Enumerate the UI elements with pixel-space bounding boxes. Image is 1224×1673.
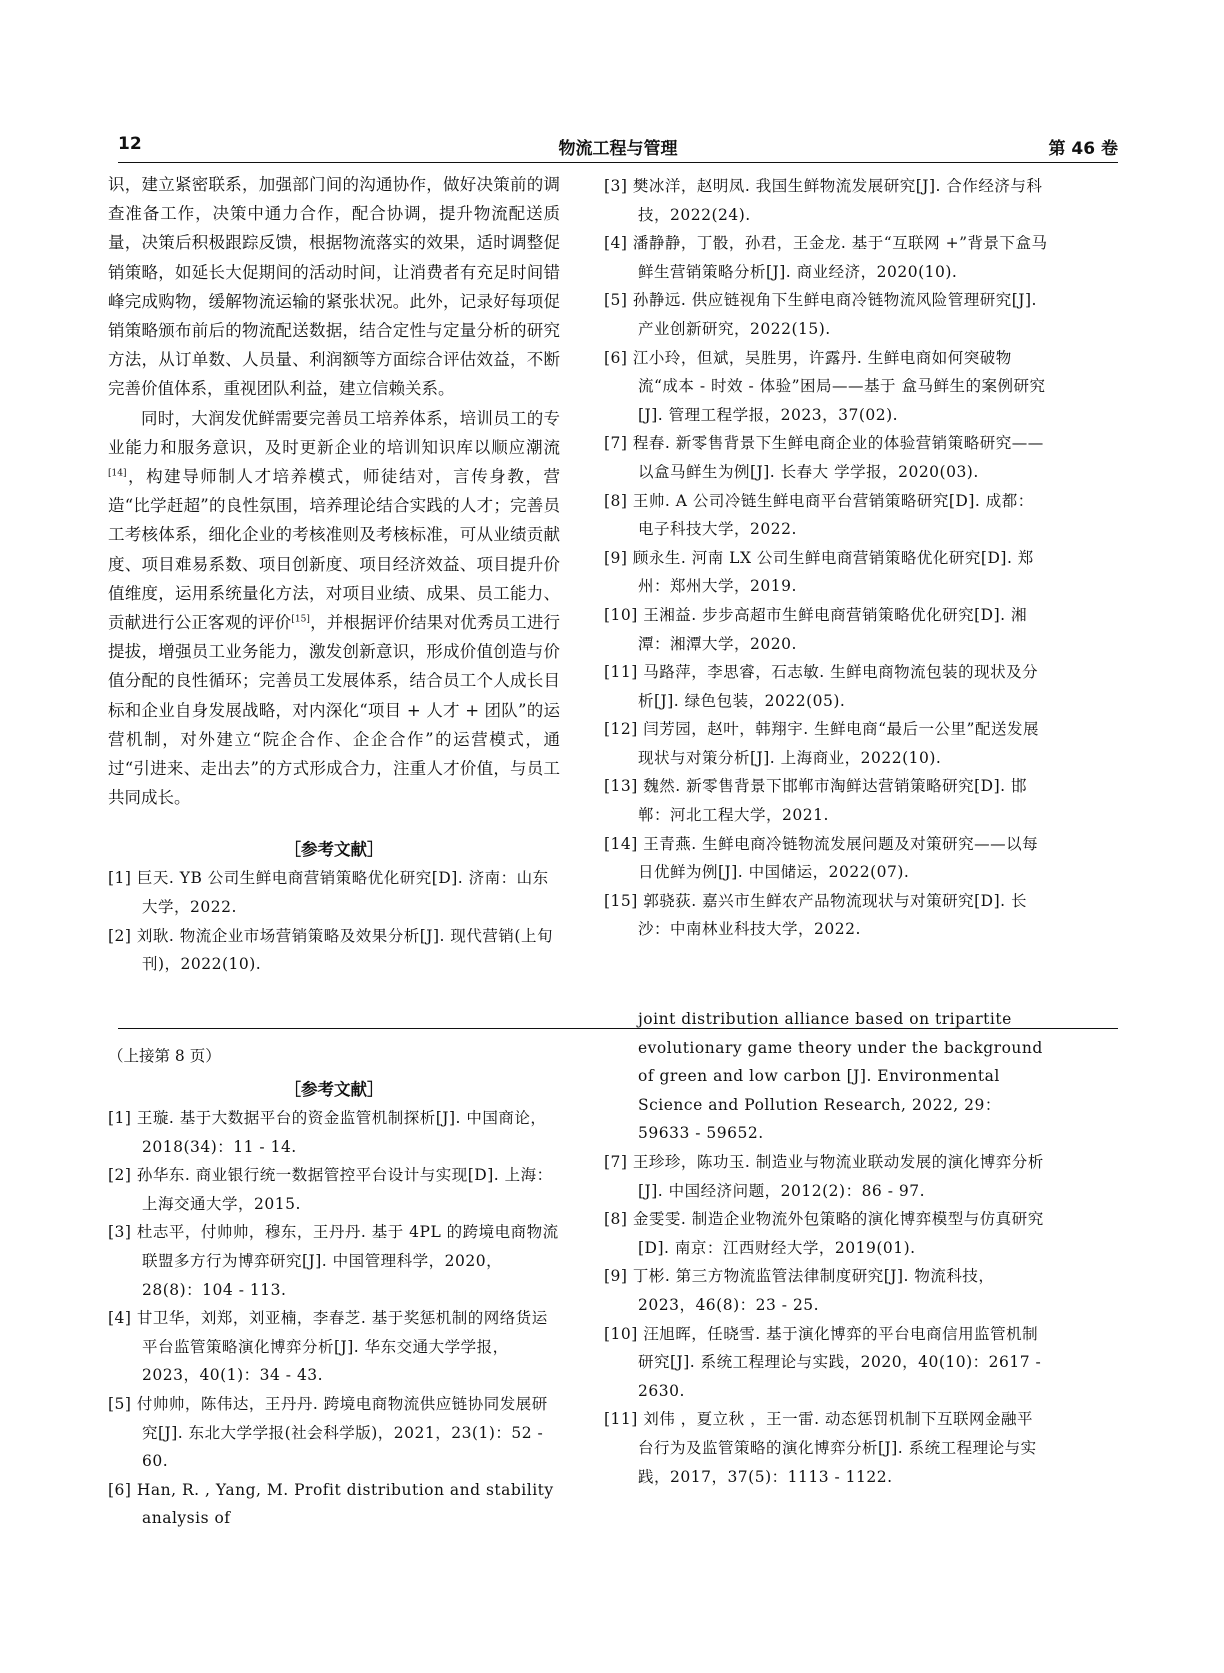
reference-item: [1] 王璇. 基于大数据平台的资金监管机制探析[J]. 中国商论，2018(34)：11 - 14.	[108, 1109, 547, 1156]
running-header	[118, 132, 1118, 163]
references-heading: ［参考文献］	[284, 840, 384, 860]
reference-item: [5] 孙静远. 供应链视角下生鲜电商冷链物流风险管理研究[J]. 产业创新研究，2022(15).	[604, 291, 1037, 338]
reference-item: [3] 樊冰洋，赵明凤. 我国生鲜物流发展研究[J]. 合作经济与科技，2022(24).	[604, 177, 1043, 224]
reference-item: [14] 王青燕. 生鲜电商冷链物流发展问题及对策研究——以每日优鲜为例[J]. 中国储运，2022(07).	[604, 834, 1039, 882]
journal-title: 物流工程与管理	[558, 139, 678, 159]
top-left-column	[108, 170, 560, 979]
reference-item: [6] Han, R. , Yang, M. Profit distribution and stability analysis of	[108, 1480, 554, 1528]
reference-item: [4] 潘静静，丁骰，孙君，王金龙. 基于“互联网 +”背景下盒马鲜生营销策略分析[J]. 商业经济，2020(10).	[604, 234, 1048, 281]
reference-item: [13] 魏然. 新零售背景下邯郸市淘鲜达营销策略研究[D]. 邯郸：河北工程大学，2021.	[604, 777, 1027, 825]
paragraph-text: ，构建导师制人才培养模式，师徒结对，言传身教，营造“比学赶超”的良性氛围，培养理论结合实践的人才；完善员工考核体系，细化企业的考核准则及考核标准，可从业绩贡献度、项目难易系数、项目创新度、项目经济效益、项目提升价值维度，运用系统量化方法，对项目业绩、成果、员工能力、贡献进行公正客观的评价	[108, 467, 560, 633]
reference-item: [2] 孙华东. 商业银行统一数据管控平台设计与实现[D]. 上海：上海交通大学，2015.	[108, 1166, 553, 1213]
reference-item: [7] 程春. 新零售背景下生鲜电商企业的体验营销策略研究——以盒马鲜生为例[J]. 长春大 学学报，2020(03).	[604, 434, 1044, 481]
body-paragraph-1: 识，建立紧密联系，加强部门间的沟通协作，做好决策前的调查准备工作，决策中通力合作，配合协调，提升物流配送质量，决策后积极跟踪反馈，根据物流落实的效果，适时调整促销策略，如延长大促期间的活动时间，让消费者有充足时间错峰完成购物，缓解物流运输的紧张状况。此外，记录好每项促销策略颁布前后的物流配送数据，结合定性与定量分析的研究方法，从订单数、人员量、利润额等方面综合评估效益，不断完善价值体系，重视团队利益，建立信赖关系。	[108, 175, 560, 399]
references-heading: ［参考文献］	[284, 1080, 384, 1099]
reference-item: [7] 王珍珍，陈功玉. 制造业与物流业联动发展的演化博弈分析[J]. 中国经济问题，2012(2)：86 - 97.	[604, 1152, 1044, 1200]
reference-item: [5] 付帅帅，陈伟达，王丹丹. 跨境电商物流供应链协同发展研究[J]. 东北大学学报(社会科学版)，2021，23(1)：52 - 60.	[108, 1394, 548, 1471]
reference-item: [15] 郭骁荻. 嘉兴市生鲜农产品物流现状与对策研究[D]. 长沙：中南林业科技大学，2022.	[604, 891, 1027, 939]
citation-15: [15]	[291, 614, 310, 625]
page-number: 12	[118, 134, 142, 154]
top-right-column	[604, 172, 1048, 944]
body-paragraph-2	[108, 404, 560, 813]
reference-item: [6] 江小玲，但斌，吴胜男，许露丹. 生鲜电商如何突破物流“成本 - 时效 - 体验”困局——基于 盒马鲜生的案例研究[J]. 管理工程学报，2023，37(02).	[604, 348, 1046, 424]
reference-item: [8] 王帅. A 公司冷链生鲜电商平台营销策略研究[D]. 成都：电子科技大学，2022.	[604, 491, 1034, 539]
bottom-left-column	[108, 1004, 560, 1533]
reference-item: [10] 汪旭晖，任晓雪. 基于演化博弈的平台电商信用监管机制研究[J]. 系统工程理论与实践，2020，40(10)：2617 - 2630.	[604, 1324, 1042, 1400]
reference-item: [1] 巨天. YB 公司生鲜电商营销策略优化研究[D]. 济南：山东大学，2022.	[108, 869, 549, 917]
reference-item: [3] 杜志平，付帅帅，穆东，王丹丹. 基于 4PL 的跨境电商物流联盟多方行为博弈研究[J]. 中国管理科学，2020，28(8)：104 - 113.	[108, 1223, 559, 1299]
reference-item: [11] 刘伟 ，夏立秋 ，王一雷. 动态惩罚机制下互联网金融平台行为及监管策略的演化博弈分析[J]. 系统工程理论与实践，2017，37(5)：1113 - 1122.	[604, 1410, 1037, 1486]
reference-item: [10] 王湘益. 步步高超市生鲜电商营销策略优化研究[D]. 湘潭：湘潭大学，2020.	[604, 605, 1027, 653]
paragraph-text: 同时，大润发优鲜需要完善员工培养体系，培训员工的专业能力和服务意识，及时更新企业的培训知识库以顺应潮流	[108, 408, 560, 457]
reference-item: [9] 顾永生. 河南 LX 公司生鲜电商营销策略优化研究[D]. 郑州：郑州大学，2019.	[604, 548, 1034, 596]
citation-14: [14]	[108, 468, 127, 479]
reference-item: [9] 丁彬. 第三方物流监管法律制度研究[J]. 物流科技，2023，46(8)：23 - 25.	[604, 1267, 995, 1314]
reference-item: [2] 刘耿. 物流企业市场营销策略及效果分析[J]. 现代营销(上旬刊)，2022(10).	[108, 926, 553, 974]
volume-label: 第 46 卷	[1048, 139, 1118, 159]
reference-item: [11] 马路萍，李思睿，石志敏. 生鲜电商物流包装的现状及分析[J]. 绿色包装，2022(05).	[604, 663, 1039, 710]
paragraph-text: ，并根据评价结果对优秀员工进行提拔，增强员工业务能力，激发创新意识，形成价值创造与价值分配的良性循环；完善员工发展体系，结合员工个人成长目标和企业自身发展战略，对内深化“项目 + 人才 + 团队”的运营机制，对外建立“院企合作、企企合作”的运营模式，通过“引进来、走出去”的方式形成合力，注重人才价值，与员工共同成长。	[108, 613, 561, 808]
continued-from-note: （上接第 8 页）	[108, 1047, 221, 1065]
reference-item: [4] 甘卫华，刘郑，刘亚楠，李春芝. 基于奖惩机制的网络货运平台监管策略演化博弈分析[J]. 华东交通大学学报，2023，40(1)：34 - 43.	[108, 1309, 548, 1385]
reference-item: [8] 金雯雯. 制造企业物流外包策略的演化博弈模型与仿真研究[D]. 南京：江西财经大学，2019(01).	[604, 1210, 1044, 1257]
bottom-right-column	[604, 1005, 1048, 1491]
reference-item: [12] 闫芳园，赵叶，韩翔宇. 生鲜电商“最后一公里”配送发展现状与对策分析[J]. 上海商业，2022(10).	[604, 720, 1039, 767]
reference-continuation: joint distribution alliance based on tripartite evolutionary game theory under the background of green and low carbon [J]. Environmental Science and Pollution Research, 2022, 29：59633 - 59652.	[638, 1010, 1043, 1143]
